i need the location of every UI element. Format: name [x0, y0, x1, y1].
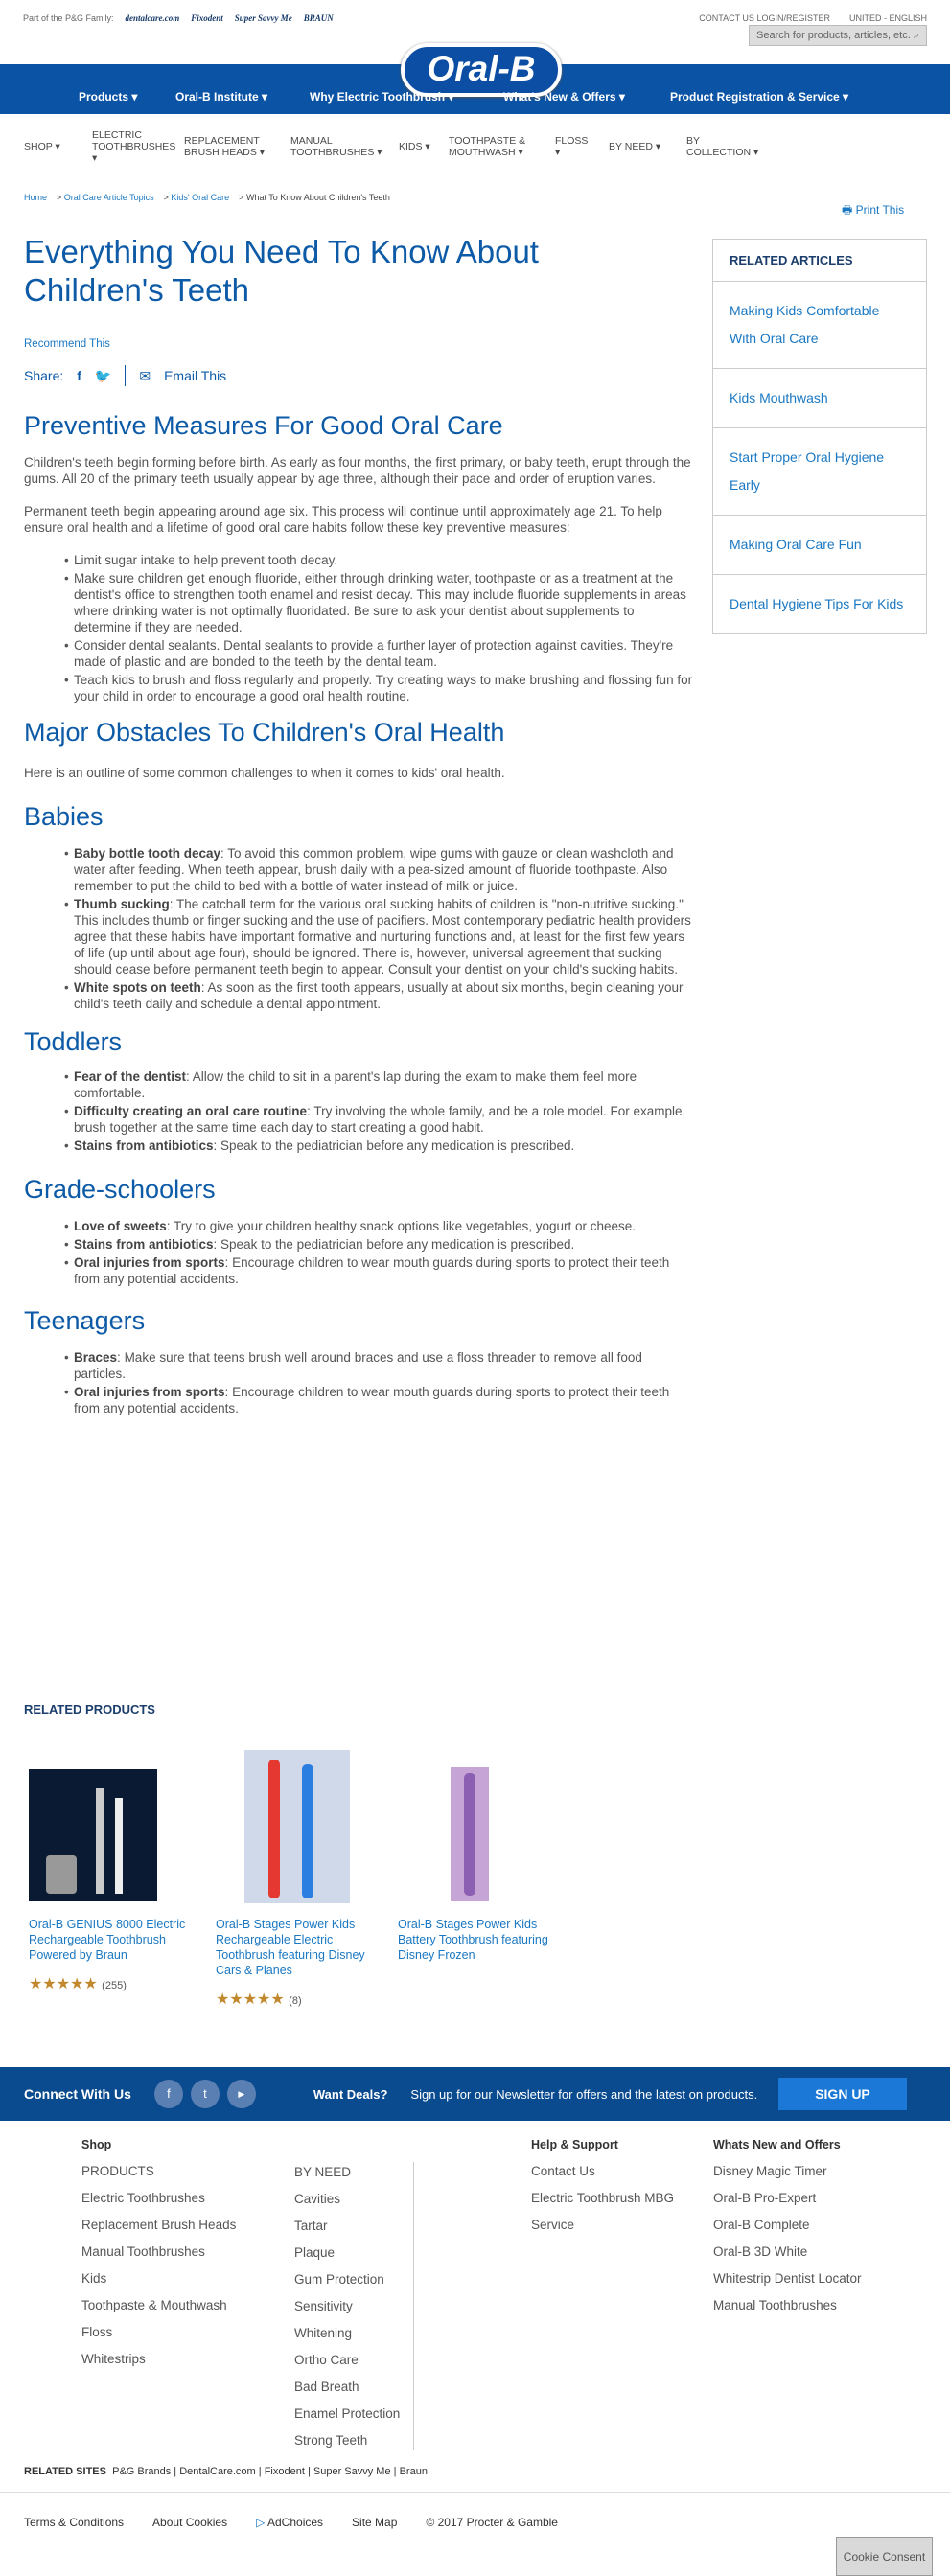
- product-card[interactable]: [211, 1769, 393, 2009]
- paragraph: Permanent teeth begin appearing around age six. This process will continue until approximately age 21. To help ensure oral health and a lifetime of good oral care habits follow these key preventive measures:: [24, 504, 662, 535]
- page-title: Everything You Need To Know About Children's Teeth: [24, 234, 539, 308]
- list-item: • Thumb sucking: The catchall term for the various oral sucking habits of children is "non-nutritive sucking." This includes thumb or finger sucking and the use of pacifiers. Most contemporary pediatric health providers agree that these habits have important formative and nurturing functions and, at least for the first few years of life (up until about age four), should be ignored. There is, however, universal agreement that sucking should cease before permanent teeth begin to appear. Consult your dentist on your child's sucking habits.: [24, 896, 695, 978]
- oral-b-logo[interactable]: Oral-B: [401, 43, 562, 97]
- subnav-floss[interactable]: FLOSS ▾: [555, 134, 589, 158]
- heading-teenagers: Teenagers: [24, 1306, 146, 1335]
- subnav-toothpaste[interactable]: TOOTHPASTE & MOUTHWASH ▾: [449, 134, 526, 158]
- recommend-link[interactable]: Recommend This: [24, 338, 110, 350]
- related-products: [24, 1702, 887, 2008]
- related-article-link[interactable]: Kids Mouthwash: [713, 369, 926, 428]
- section-heading-obstacles: Major Obstacles To Children's Oral Health: [24, 718, 505, 747]
- product-card[interactable]: [393, 1769, 575, 1963]
- product-image[interactable]: [244, 1750, 350, 1903]
- subnav-heads[interactable]: REPLACEMENT BRUSH HEADS ▾: [184, 134, 266, 158]
- product-rating: ★★★★★ (8): [216, 1991, 302, 2008]
- related-articles: [712, 239, 927, 634]
- nav-whats-new[interactable]: What's New & Offers ▾: [503, 90, 625, 104]
- subnav-electric[interactable]: ELECTRIC TOOTHBRUSHES ▾: [92, 128, 176, 164]
- footer-offers: [713, 2138, 862, 2324]
- connect-label: Connect With Us: [24, 2086, 131, 2102]
- footer-link[interactable]: PRODUCTS: [81, 2164, 154, 2178]
- list-item: • Limit sugar intake to help prevent tooth decay.: [24, 552, 695, 568]
- nav-why-electric[interactable]: Why Electric Toothbrush ▾: [310, 90, 454, 104]
- heading-babies: Babies: [24, 802, 104, 831]
- list-item: • Consider dental sealants. Dental sealants to provide a further layer of protection against cavities. They're made of plastic and are bonded to the teeth by the dental team.: [24, 637, 695, 670]
- supersavvy-link[interactable]: Super Savvy Me: [234, 13, 292, 23]
- footer-heading: Help & Support: [531, 2138, 618, 2151]
- footer-link[interactable]: Floss: [81, 2325, 113, 2339]
- footer-link[interactable]: Electric Toothbrush MBG: [531, 2191, 675, 2205]
- email-icon[interactable]: ✉: [139, 367, 151, 383]
- crumb-topics[interactable]: Oral Care Article Topics: [63, 193, 154, 202]
- related-articles-title: RELATED ARTICLES: [713, 240, 926, 282]
- footer-heading: Whats New and Offers: [713, 2138, 841, 2151]
- footer-divider: [413, 2162, 414, 2450]
- dentalcare-link[interactable]: dentalcare.com: [125, 13, 180, 23]
- subnav-collection[interactable]: BY COLLECTION ▾: [686, 134, 759, 158]
- footer-link[interactable]: Kids: [81, 2271, 107, 2286]
- paragraph: Here is an outline of some common challenges to when it comes to kids' oral health.: [24, 766, 505, 780]
- cookie-consent-button[interactable]: Cookie Consent: [836, 2537, 933, 2576]
- related-sites-label: RELATED SITES: [24, 2466, 106, 2477]
- footer-link[interactable]: Sensitivity: [294, 2299, 353, 2313]
- related-article-link[interactable]: Making Oral Care Fun: [713, 516, 926, 575]
- pg-family: [23, 13, 334, 23]
- facebook-icon[interactable]: f: [77, 368, 81, 383]
- nav-registration[interactable]: Product Registration & Service ▾: [670, 90, 849, 104]
- crumb-current: What To Know About Children's Teeth: [245, 193, 390, 202]
- region-selector[interactable]: UNITED - ENGLISH: [848, 13, 927, 23]
- heading-grade-schoolers: Grade-schoolers: [24, 1175, 216, 1204]
- product-name[interactable]: Oral-B Stages Power Kids Rechargeable Electric Toothbrush featuring Disney Cars & Planes: [216, 1918, 365, 1977]
- footer-help: [531, 2138, 674, 2243]
- subnav-shop[interactable]: SHOP ▾: [24, 140, 60, 152]
- connect-bar: [0, 2067, 950, 2121]
- footer-link[interactable]: Service: [531, 2218, 575, 2232]
- footer-link[interactable]: Bad Breath: [294, 2380, 359, 2394]
- footer-link[interactable]: Contact Us: [531, 2164, 595, 2178]
- fixodent-link[interactable]: Fixodent: [191, 13, 223, 23]
- footer-link[interactable]: Oral-B 3D White: [713, 2244, 808, 2259]
- list-item: • Teach kids to brush and floss regularly and properly. Try creating ways to make brushing and flossing fun for your child in order to encourage a good oral health routine.: [24, 672, 695, 704]
- search-icon[interactable]: ⌕: [913, 30, 919, 41]
- contact-link[interactable]: CONTACT US: [699, 13, 754, 23]
- related-article-link[interactable]: Start Proper Oral Hygiene Early: [713, 428, 926, 516]
- register-link[interactable]: REGISTER: [785, 13, 830, 23]
- footer-link[interactable]: Tartar: [294, 2219, 328, 2233]
- list-item: • Love of sweets: Try to give your children healthy snack options like vegetables, yogurt or cheese.: [24, 1218, 695, 1234]
- footer-link[interactable]: Oral-B Pro-Expert: [713, 2191, 817, 2205]
- article: [24, 233, 695, 1418]
- share-bar: [24, 365, 695, 386]
- list-item: • Stains from antibiotics: Speak to the pediatrician before any medication is prescribed.: [24, 1236, 695, 1253]
- related-products-title: RELATED PRODUCTS: [24, 1702, 155, 1716]
- subnav-kids[interactable]: KIDS ▾: [399, 140, 430, 152]
- legal-links: [24, 2516, 558, 2529]
- product-image[interactable]: [29, 1769, 157, 1901]
- footer-shop: [81, 2138, 236, 2378]
- main-nav-bar: [0, 49, 950, 114]
- footer-link[interactable]: Cavities: [294, 2192, 341, 2206]
- facebook-icon[interactable]: f: [154, 2080, 183, 2108]
- footer-link[interactable]: Disney Magic Timer: [713, 2164, 827, 2178]
- star-rating-icon: ★★★★★: [216, 1991, 285, 2008]
- related-site-link[interactable]: Braun: [399, 2466, 428, 2477]
- subnav-manual[interactable]: MANUAL TOOTHBRUSHES ▾: [290, 134, 382, 158]
- login-link[interactable]: LOGIN: [756, 13, 784, 23]
- footer-link[interactable]: Manual Toothbrushes: [81, 2244, 205, 2259]
- breadcrumb: Home > Oral Care Article Topics > Kids' Oral Care > What To Know About Children's Teeth: [24, 193, 390, 202]
- copyright: © 2017 Procter & Gamble: [426, 2516, 558, 2529]
- nav-products[interactable]: Products ▾: [79, 90, 138, 104]
- footer-link[interactable]: Toothpaste & Mouthwash: [81, 2298, 227, 2312]
- sub-nav: [0, 114, 950, 178]
- related-site-link[interactable]: DentalCare.com: [179, 2466, 256, 2477]
- cookies-link[interactable]: About Cookies: [152, 2516, 228, 2529]
- product-rating: ★★★★★ (255): [29, 1976, 127, 1992]
- footer-link[interactable]: Enamel Protection: [294, 2406, 401, 2421]
- related-article-link[interactable]: Dental Hygiene Tips For Kids: [730, 596, 904, 611]
- adchoices-link[interactable]: ▷ AdChoices: [256, 2516, 324, 2529]
- email-link[interactable]: Email This: [164, 368, 227, 383]
- related-article-link[interactable]: Making Kids Comfortable With Oral Care: [713, 282, 926, 369]
- footer-link[interactable]: Manual Toothbrushes: [713, 2298, 837, 2312]
- crumb-home[interactable]: Home: [24, 193, 48, 202]
- footer-link[interactable]: Whitestrips: [81, 2352, 146, 2366]
- youtube-icon[interactable]: ▶: [227, 2080, 256, 2108]
- section-heading-preventive: Preventive Measures For Good Oral Care: [24, 411, 503, 440]
- footer-link[interactable]: Plaque: [294, 2245, 336, 2260]
- share-label: Share:: [24, 368, 64, 383]
- product-name[interactable]: Oral-B GENIUS 8000 Electric Rechargeable Toothbrush Powered by Braun: [29, 1918, 186, 1962]
- list-item: • Oral injuries from sports: Encourage children to wear mouth guards during sports to protect their teeth from any potential accidents.: [24, 1254, 695, 1287]
- sitemap-link[interactable]: Site Map: [352, 2516, 398, 2529]
- footer-link[interactable]: Whitening: [294, 2326, 353, 2340]
- list-item: • White spots on teeth: As soon as the first tooth appears, usually at about six months, begin cleaning your child's teeth daily and schedule a dental appointment.: [24, 979, 695, 1012]
- heading-toddlers: Toddlers: [24, 1027, 123, 1056]
- footer-link[interactable]: Electric Toothbrushes: [81, 2191, 205, 2205]
- footer-by-need: [294, 2164, 400, 2459]
- footer-link[interactable]: Replacement Brush Heads: [81, 2218, 237, 2232]
- twitter-icon[interactable]: 🐦: [94, 367, 112, 383]
- twitter-icon[interactable]: t: [191, 2080, 220, 2108]
- list-item: • Baby bottle tooth decay: To avoid this common problem, wipe gums with gauze or clean washcloth and water after feeding. When teeth appear, brush daily with a pea-sized amount of fluoride toothpaste. Also remember to put the child to bed with a bottle of water instead of milk or juice.: [24, 845, 695, 894]
- footer-link[interactable]: Ortho Care: [294, 2353, 359, 2367]
- footer-link[interactable]: Oral-B Complete: [713, 2218, 810, 2232]
- nav-institute[interactable]: Oral-B Institute ▾: [175, 90, 268, 104]
- related-site-link[interactable]: Fixodent: [264, 2466, 305, 2477]
- related-sites: RELATED SITES P&G Brands | DentalCare.com | Fixodent | Super Savvy Me | Braun: [24, 2466, 428, 2477]
- list-item: • Make sure children get enough fluoride, either through drinking water, toothpaste or as a treatment at the dentist's office to strengthen tooth enamel and resist decay. This may include fluoride supplements in areas where drinking water is not optimally fluoridated. Be sure to ask your dentist about supplements to determine if they are needed.: [24, 570, 695, 635]
- crumb-kids[interactable]: Kids' Oral Care: [171, 193, 230, 202]
- print-button[interactable]: 🖶 Print This: [842, 203, 905, 217]
- family-label: Part of the P&G Family:: [23, 13, 114, 23]
- adchoices-icon: ▷: [256, 2516, 266, 2529]
- list-item: • Fear of the dentist: Allow the child to sit in a parent's lap during the exam to make them feel more comfortable.: [24, 1069, 695, 1101]
- related-site-link[interactable]: Super Savvy Me: [313, 2466, 391, 2477]
- product-image[interactable]: [451, 1767, 489, 1901]
- footer-link[interactable]: Strong Teeth: [294, 2433, 368, 2448]
- top-links: CONTACT US LOGIN/REGISTER UNITED - ENGLISH: [699, 13, 927, 23]
- paragraph: Children's teeth begin forming before birth. As early as four months, the first primary, or baby teeth, erupt through the gums. All 20 of the primary teeth usually appear by age three, although their pace and order of eruption varies.: [24, 455, 691, 486]
- star-rating-icon: ★★★★★: [29, 1976, 98, 1992]
- signup-button[interactable]: SIGN UP: [778, 2078, 907, 2110]
- terms-link[interactable]: Terms & Conditions: [24, 2516, 125, 2529]
- related-site-link[interactable]: P&G Brands: [112, 2466, 172, 2477]
- list-item: • Braces: Make sure that teens brush well around braces and use a floss threader to remove all food particles.: [24, 1349, 695, 1382]
- product-card[interactable]: [24, 1769, 206, 1993]
- deals-label: Want Deals?: [313, 2086, 388, 2102]
- subnav-by-need[interactable]: BY NEED ▾: [609, 140, 661, 152]
- product-name[interactable]: Oral-B Stages Power Kids Battery Toothbrush featuring Disney Frozen: [398, 1918, 548, 1962]
- search-input[interactable]: Search for products, articles, etc. ⌕: [749, 25, 927, 46]
- footer-link[interactable]: Gum Protection: [294, 2272, 384, 2287]
- footer-heading: Shop: [81, 2138, 112, 2151]
- newsletter-text: Sign up for our Newsletter for offers and the latest on products.: [410, 2086, 758, 2102]
- footer-link[interactable]: Whitestrip Dentist Locator: [713, 2271, 862, 2286]
- printer-icon: 🖶: [842, 203, 853, 217]
- list-item: • Stains from antibiotics: Speak to the pediatrician before any medication is prescribed.: [24, 1138, 695, 1154]
- list-item: • Oral injuries from sports: Encourage children to wear mouth guards during sports to protect their teeth from any potential accidents.: [24, 1384, 695, 1416]
- braun-link[interactable]: BRAUN: [303, 13, 334, 23]
- list-item: • Difficulty creating an oral care routine: Try involving the whole family, and be a role model. For example, brush together at the same time each day to start creating a good habit.: [24, 1103, 695, 1136]
- footer-link[interactable]: BY NEED: [294, 2165, 352, 2179]
